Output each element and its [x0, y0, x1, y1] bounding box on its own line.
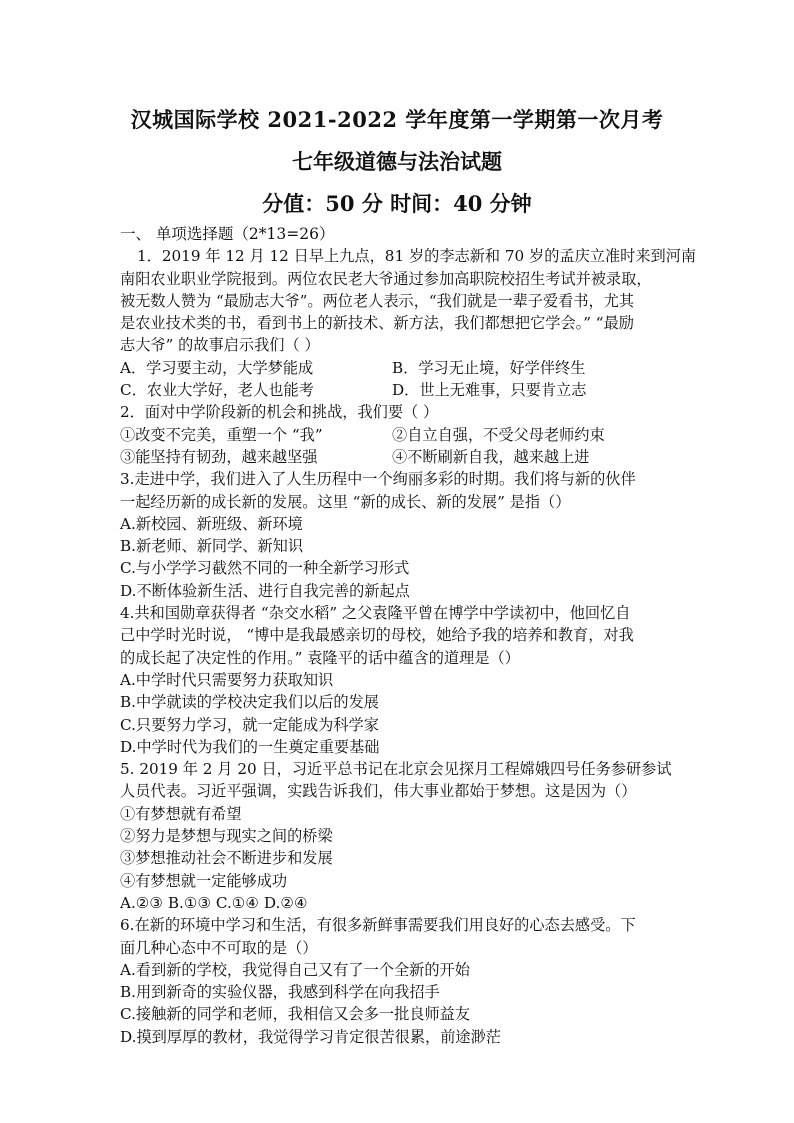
question-text: 己中学时光时说， “博中是我最感亲切的母校，她给予我的培养和教育，对我 [120, 626, 634, 645]
option-d: D.摸到厚厚的教材，我觉得学习肯定很苦很累，前途渺茫 [120, 1027, 501, 1046]
option-b: B．学习无止境，好学伴终生 [392, 358, 586, 377]
option-b: B.中学就读的学校决定我们以后的发展 [120, 693, 379, 712]
option-2: ②自立自强，不受父母老师约束 [392, 425, 605, 444]
section-heading: 一、 单项选择题（2*13=26） [120, 225, 335, 243]
question-text: 一起经历新的成长新的发展。这里 “新的成长、新的发展” 是指（） [120, 492, 571, 511]
question-3 [120, 468, 680, 602]
question-text: 面几种心态中不可取的是（） [120, 938, 318, 957]
option-row [120, 357, 680, 379]
option-d: D．世上无难事，只要肯立志 [392, 381, 587, 400]
option-b: B.用到新奇的实验仪器，我感到科学在向我招手 [120, 983, 440, 1002]
option-a: A.新校园、新班级、新环境 [120, 514, 303, 533]
option-c: C.接触新的同学和老师，我相信又会多一批良师益友 [120, 1005, 471, 1024]
option-b: B.新老师、新同学、新知识 [120, 537, 304, 556]
option-d: D.不断体验新生活、进行自我完善的新起点 [120, 581, 410, 600]
question-text: 被无数人赞为 “最励志大爷”。两位老人表示，“我们就是一辈子爱看书，尤其 [120, 291, 635, 310]
statement-2: ②努力是梦想与现实之间的桥梁 [120, 827, 333, 846]
exam-body [120, 223, 697, 1048]
exam-title: 汉城国际学校 2021-2022 学年度第一学期第一次月考 [130, 107, 664, 132]
question-text: 是农业技术类的书，看到书上的新技术、新方法，我们都想把它学会。” “最励 [120, 314, 634, 333]
option-row [120, 446, 680, 468]
score-time: 分值：50 分 时间：40 分钟 [262, 191, 532, 216]
option-a: A.看到新的学校，我觉得自己又有了一个全新的开始 [120, 960, 470, 979]
question-text: 的成长起了决定性的作用。” 袁隆平的话中蕴含的道理是（） [120, 648, 520, 667]
option-4: ④不断刷新自我，越来越上进 [392, 447, 590, 466]
question-2 [120, 401, 680, 468]
option-c: C.与小学学习截然不同的一种全新学习形式 [120, 559, 410, 578]
statement-4: ④有梦想就一定能够成功 [120, 871, 288, 890]
question-text: 1．2019 年 12 月 12 日早上九点，81 岁的李志新和 70 岁的孟庆立准时来到河南 [137, 247, 697, 266]
answer-options: A.②③ B.①③ C.①④ D.②④ [120, 893, 308, 912]
question-text: 6.在新的环境中学习和生活，有很多新鲜事需要我们用良好的心态去感受。下 [120, 916, 636, 935]
option-row [120, 379, 680, 401]
question-text: 2．面对中学阶段新的机会和挑战，我们要（ ） [120, 403, 439, 422]
question-5 [120, 758, 680, 914]
question-text: 3.走进中学，我们进入了人生历程中一个绚丽多彩的时期。我们将与新的伙伴 [120, 470, 636, 489]
option-3: ③能坚持有韧劲，越来越坚强 [120, 447, 318, 466]
question-text: 4.共和国勋章获得者 “杂交水稻” 之父袁隆平曾在博学中学读初中，他回忆自 [120, 604, 631, 623]
question-text: 志大爷” 的故事启示我们（ ） [120, 336, 320, 355]
statement-1: ①有梦想就有希望 [120, 804, 242, 823]
question-4 [120, 602, 680, 758]
statement-3: ③梦想推动社会不断进步和发展 [120, 849, 333, 868]
option-a: A.中学时代只需要努力获取知识 [120, 670, 334, 689]
option-d: D.中学时代为我们的一生奠定重要基础 [120, 737, 380, 756]
option-row [120, 424, 680, 446]
question-1 [120, 245, 697, 401]
option-c: C．农业大学好，老人也能考 [120, 381, 314, 400]
option-1: ①改变不完美，重塑一个 “我” [120, 425, 323, 444]
question-text: 人员代表。习近平强调，实践告诉我们，伟大事业都始于梦想。这是因为（） [120, 782, 637, 801]
option-a: A．学习要主动，大学梦能成 [120, 358, 314, 377]
question-6 [120, 914, 680, 1048]
option-c: C.只要努力学习，就一定能成为科学家 [120, 715, 379, 734]
question-text: 5. 2019 年 2 月 20 日，习近平总书记在北京会见探月工程嫦娥四号任务参研参试 [120, 760, 672, 779]
exam-subtitle: 七年级道德与法治试题 [292, 149, 502, 174]
question-text: 南阳农业职业学院报到。两位农民老大爷通过参加高职院校招生考试并被录取， [120, 269, 652, 288]
